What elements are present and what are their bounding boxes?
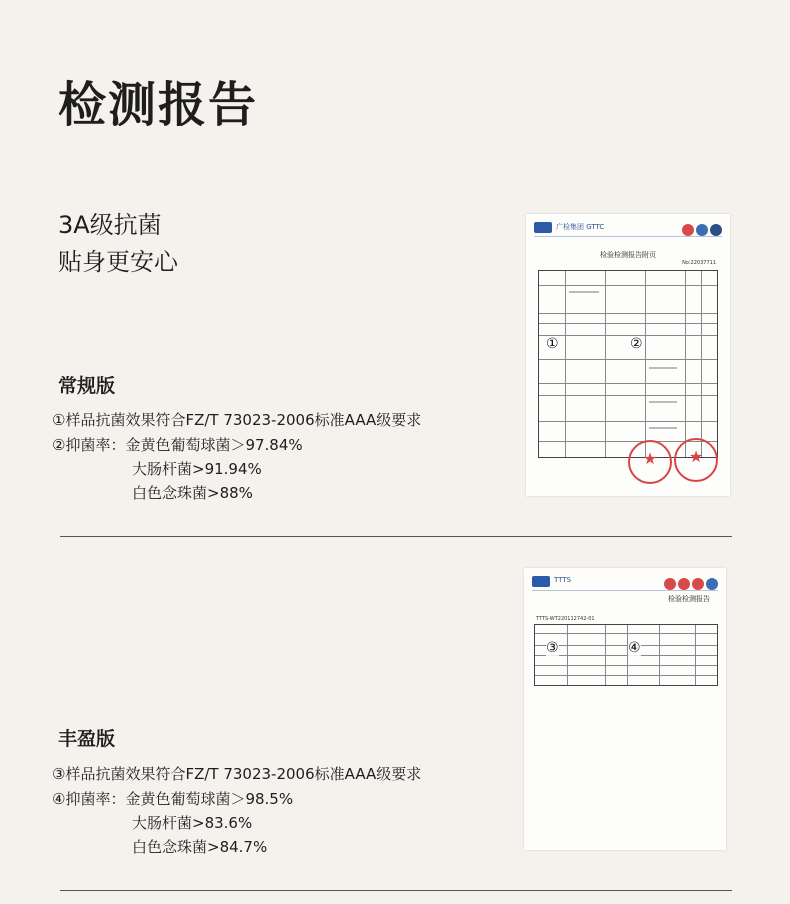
premium-version-heading: 丰盈版 (58, 728, 116, 750)
premium-standard-line: ③样品抗菌效果符合FZ/T 73023-2006标准AAA级要求 (52, 765, 422, 783)
test-report-image-regular (526, 214, 730, 496)
regular-ecoli-rate: 大肠杆菌>91.94% (132, 460, 262, 478)
premium-staph-rate: ④抑菌率：金黄色葡萄球菌＞98.5% (52, 790, 294, 808)
premium-candida-rate: 白色念珠菌>84.7% (132, 838, 268, 856)
report-mark-2: ② (630, 336, 643, 352)
report-mark-1: ① (546, 336, 559, 352)
regular-staph-rate: ②抑菌率：金黄色葡萄球菌＞97.84% (52, 436, 303, 454)
section-divider (60, 890, 732, 891)
tagline-antibacterial: 3A级抗菌 (58, 211, 162, 239)
regular-candida-rate: 白色念珠菌>88% (132, 484, 253, 502)
report-mark-3: ③ (546, 640, 559, 656)
report-brand: 广检集团 GTTC (556, 223, 605, 231)
tagline-safe: 贴身更安心 (58, 248, 178, 276)
report-table (534, 624, 718, 686)
report-brand: TTTS (554, 576, 572, 584)
page-title: 检测报告 (58, 77, 259, 133)
report-header (532, 574, 718, 591)
premium-ecoli-rate: 大肠杆菌>83.6% (132, 814, 253, 832)
gttc-logo-icon (534, 222, 552, 233)
report-heading: 检验检测报告附页 (600, 251, 656, 259)
report-header (534, 220, 722, 237)
section-divider (60, 536, 732, 537)
regular-standard-line: ①样品抗菌效果符合FZ/T 73023-2006标准AAA级要求 (52, 411, 422, 429)
official-seal-icon: ★ (674, 438, 718, 482)
test-report-image-premium (524, 568, 726, 850)
certification-marks (662, 575, 718, 594)
ttts-logo-icon (532, 576, 550, 587)
certification-marks (680, 221, 722, 240)
official-seal-icon: ★ (628, 440, 672, 484)
report-number: No:22037711 (682, 260, 716, 266)
regular-version-heading: 常规版 (58, 375, 116, 397)
report-number: TTTS-WT220112742-01 (536, 616, 595, 622)
report-heading: 检验检测报告 (668, 595, 710, 603)
report-mark-4: ④ (628, 640, 641, 656)
report-table (538, 270, 718, 458)
